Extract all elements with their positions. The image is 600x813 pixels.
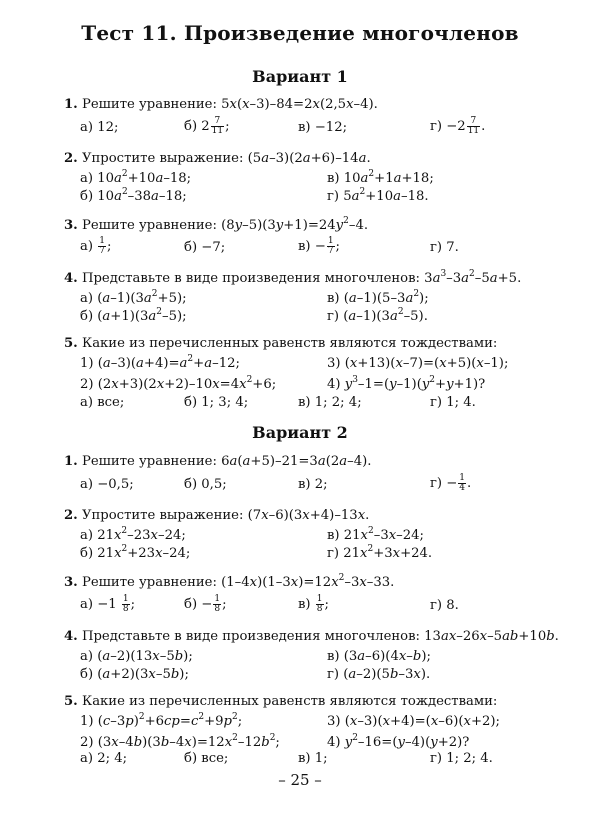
v1-q1-label: Решите уравнение: xyxy=(81,97,217,112)
v1-q5-identity-1: 1) $(a-3)(a+4)=a^2+a-12$; xyxy=(80,353,240,371)
v1-q2-number: 2. xyxy=(64,151,78,166)
v1-q2-label: Упростите выражение: xyxy=(81,151,244,166)
page-title: Тест 11. Произведение многочленов xyxy=(81,21,519,45)
v2-q4-label: Представьте в виде произведения многочленов: xyxy=(81,629,420,644)
v2-q4-expression: 13ax–26x–5ab+10b. xyxy=(424,629,559,644)
v2-q3-option-a: а) −1 $\frac{1}{8}$ ; xyxy=(80,594,136,614)
v1-q2-option-a: а) $10a^2+10a-18$; xyxy=(80,168,192,186)
v1-q1-number: 1. xyxy=(64,97,78,112)
page-number: – 25 – xyxy=(278,771,322,789)
v2-q1-option-b: б) 0,5; xyxy=(184,477,227,492)
v1-q3-label: Решите уравнение: xyxy=(81,218,217,233)
fraction: $\frac{1}{8}$ xyxy=(316,594,323,614)
v1-q5-number: 5. xyxy=(64,336,78,351)
v2-q4-number: 4. xyxy=(64,629,78,644)
v2-q5-option-d: г) 1; 2; 4. xyxy=(430,751,493,766)
v1-q1-equation: 5x(x–3)–84=2x(2,5x–4). xyxy=(221,97,378,112)
v2-q5-option-b: б) все; xyxy=(184,751,229,766)
v1-q4-number: 4. xyxy=(64,271,78,286)
v2-q1-option-a: а) −0,5; xyxy=(80,477,134,492)
v2-q3-text xyxy=(64,574,564,592)
v1-q5-option-d: г) 1; 4. xyxy=(430,395,476,410)
v1-q5-option-a: а) все; xyxy=(80,395,125,410)
v2-q5-option-c: в) 1; xyxy=(298,751,328,766)
v2-q5-identity-2: 2) $(3x-4b)(3b-4x)=12x^2-12b^2$; xyxy=(80,732,280,750)
v2-q5-identity-4: 4) $y^2-16=(y-4)(y+2)$? xyxy=(327,732,470,750)
v1-q3-option-b: б) −7; xyxy=(184,240,226,255)
v2-q3-option-b: б) − $\frac{1}{8}$ ; xyxy=(184,594,227,614)
v1-q1-option-a: а) 12; xyxy=(80,120,119,135)
v2-q3-option-d: г) 8. xyxy=(430,598,459,613)
v1-q2-option-b: б) $10a^2-38a-18$; xyxy=(80,186,187,204)
v2-q2-option-d: г) $21x^2+3x+24$. xyxy=(327,543,433,561)
v1-q5-option-c: в) 1; 2; 4; xyxy=(298,395,362,410)
v1-q1-option-d: г) −2 $\frac{7}{11}$ . xyxy=(430,116,486,136)
v2-q4-option-c: в) (3a–6)(4x–b); xyxy=(327,649,431,664)
v2-q5-identity-1: 1) $(c-3p)^2+6cp=c^2+9p^2$; xyxy=(80,711,243,729)
v2-q3-label: Решите уравнение: xyxy=(81,575,217,590)
v2-q2-option-b: б) $21x^2+23x-24$; xyxy=(80,543,191,561)
v2-q3-number: 3. xyxy=(64,575,78,590)
fraction: $\frac{1}{7}$ xyxy=(327,236,334,256)
v2-q5-label: Какие из перечисленных равенств являются тождествами: xyxy=(81,694,498,709)
v1-q1-text xyxy=(64,96,564,114)
v1-q5-identity-2: 2) $(2x+3)(2x+2)-10x=4x^2+6$; xyxy=(80,374,277,392)
variant-1-heading: Вариант 1 xyxy=(252,67,348,86)
fraction: $\frac{7}{11}$ xyxy=(467,116,480,136)
v2-q2-expression: (7x–6)(3x+4)–13x. xyxy=(247,508,370,523)
fraction: $\frac{7}{11}$ xyxy=(211,116,224,136)
v2-q1-number: 1. xyxy=(64,454,78,469)
v1-q2-option-d: г) $5a^2+10a-18$. xyxy=(327,186,429,204)
v1-q4-option-b: б) $(a+1)(3a^2-5)$; xyxy=(80,306,187,324)
v2-q1-text xyxy=(64,453,564,471)
v1-q4-option-c: в) $(a-1)(5-3a^2)$; xyxy=(327,288,429,306)
v1-q1-option-b: б) 2 $\frac{7}{11}$ ; xyxy=(184,116,230,136)
v2-q5-text xyxy=(64,693,564,711)
v2-q4-option-d: г) (a–2)(5b–3x). xyxy=(327,667,431,682)
v1-q3-number: 3. xyxy=(64,218,78,233)
v1-q5-identity-3: 3) (x+13)(x–7)=(x+5)(x–1); xyxy=(327,356,509,371)
v2-q3-equation: $(1-4x)(1-3x)=12x^2-3x-33$. xyxy=(221,572,395,590)
v1-q4-text xyxy=(64,270,564,288)
v1-q4-option-d: г) $(a-1)(3a^2-5)$. xyxy=(327,306,428,324)
v1-q4-expression: $3a^3-3a^2-5a+5$. xyxy=(424,268,522,286)
fraction: $\frac{1}{7}$ xyxy=(99,236,105,256)
v2-q2-text xyxy=(64,507,564,525)
v1-q4-label: Представьте в виде произведения многочленов: xyxy=(81,271,420,286)
v2-q4-text xyxy=(64,628,564,646)
v1-q5-label: Какие из перечисленных равенств являются тождествами: xyxy=(81,336,498,351)
fraction: $\frac{1}{8}$ xyxy=(122,594,129,614)
v2-q5-option-a: а) 2; 4; xyxy=(80,751,128,766)
v2-q2-option-a: а) $21x^2-23x-24$; xyxy=(80,525,186,543)
v1-q3-option-c: в) − $\frac{1}{7}$ ; xyxy=(298,236,340,256)
v1-q3-option-d: г) 7. xyxy=(430,240,459,255)
v2-q5-number: 5. xyxy=(64,694,78,709)
v2-q2-label: Упростите выражение: xyxy=(81,508,244,523)
v1-q3-option-a: а) $\frac{1}{7}$ ; xyxy=(80,236,112,256)
v1-q3-equation: $(8y-5)(3y+1)=24y^2-4$. xyxy=(221,215,369,233)
v2-q5-identity-3: 3) (x–3)(x+4)=(x–6)(x+2); xyxy=(327,714,500,729)
v1-q5-text xyxy=(64,335,564,353)
v1-q5-option-b: б) 1; 3; 4; xyxy=(184,395,249,410)
v1-q2-expression: (5a–3)(2a+6)–14a. xyxy=(247,151,371,166)
v2-q1-option-c: в) 2; xyxy=(298,477,328,492)
variant-2-heading: Вариант 2 xyxy=(252,423,348,442)
v1-q1-option-c: в) −12; xyxy=(298,120,348,135)
v2-q3-option-c: в) $\frac{1}{8}$ ; xyxy=(298,594,329,614)
v2-q2-number: 2. xyxy=(64,508,78,523)
v2-q1-label: Решите уравнение: xyxy=(81,454,217,469)
v2-q2-option-c: в) $21x^2-3x-24$; xyxy=(327,525,424,543)
v2-q1-option-d: г) − $\frac{1}{4}$ . xyxy=(430,473,472,493)
fraction: $\frac{1}{8}$ xyxy=(214,594,221,614)
v2-q4-option-b: б) (a+2)(3x–5b); xyxy=(80,667,189,682)
v2-q4-option-a: а) (a–2)(13x–5b); xyxy=(80,649,193,664)
fraction: $\frac{1}{4}$ xyxy=(459,473,466,493)
v1-q5-identity-4: 4) $y^3-1=(y-1)(y^2+y+1)$? xyxy=(327,374,486,392)
v1-q3-text xyxy=(64,217,564,235)
v1-q2-option-c: в) $10a^2+1a+18$; xyxy=(327,168,434,186)
v2-q1-equation: 6a(a+5)–21=3a(2a–4). xyxy=(221,454,372,469)
v1-q2-text xyxy=(64,150,564,168)
v1-q4-option-a: а) $(a-1)(3a^2+5)$; xyxy=(80,288,187,306)
